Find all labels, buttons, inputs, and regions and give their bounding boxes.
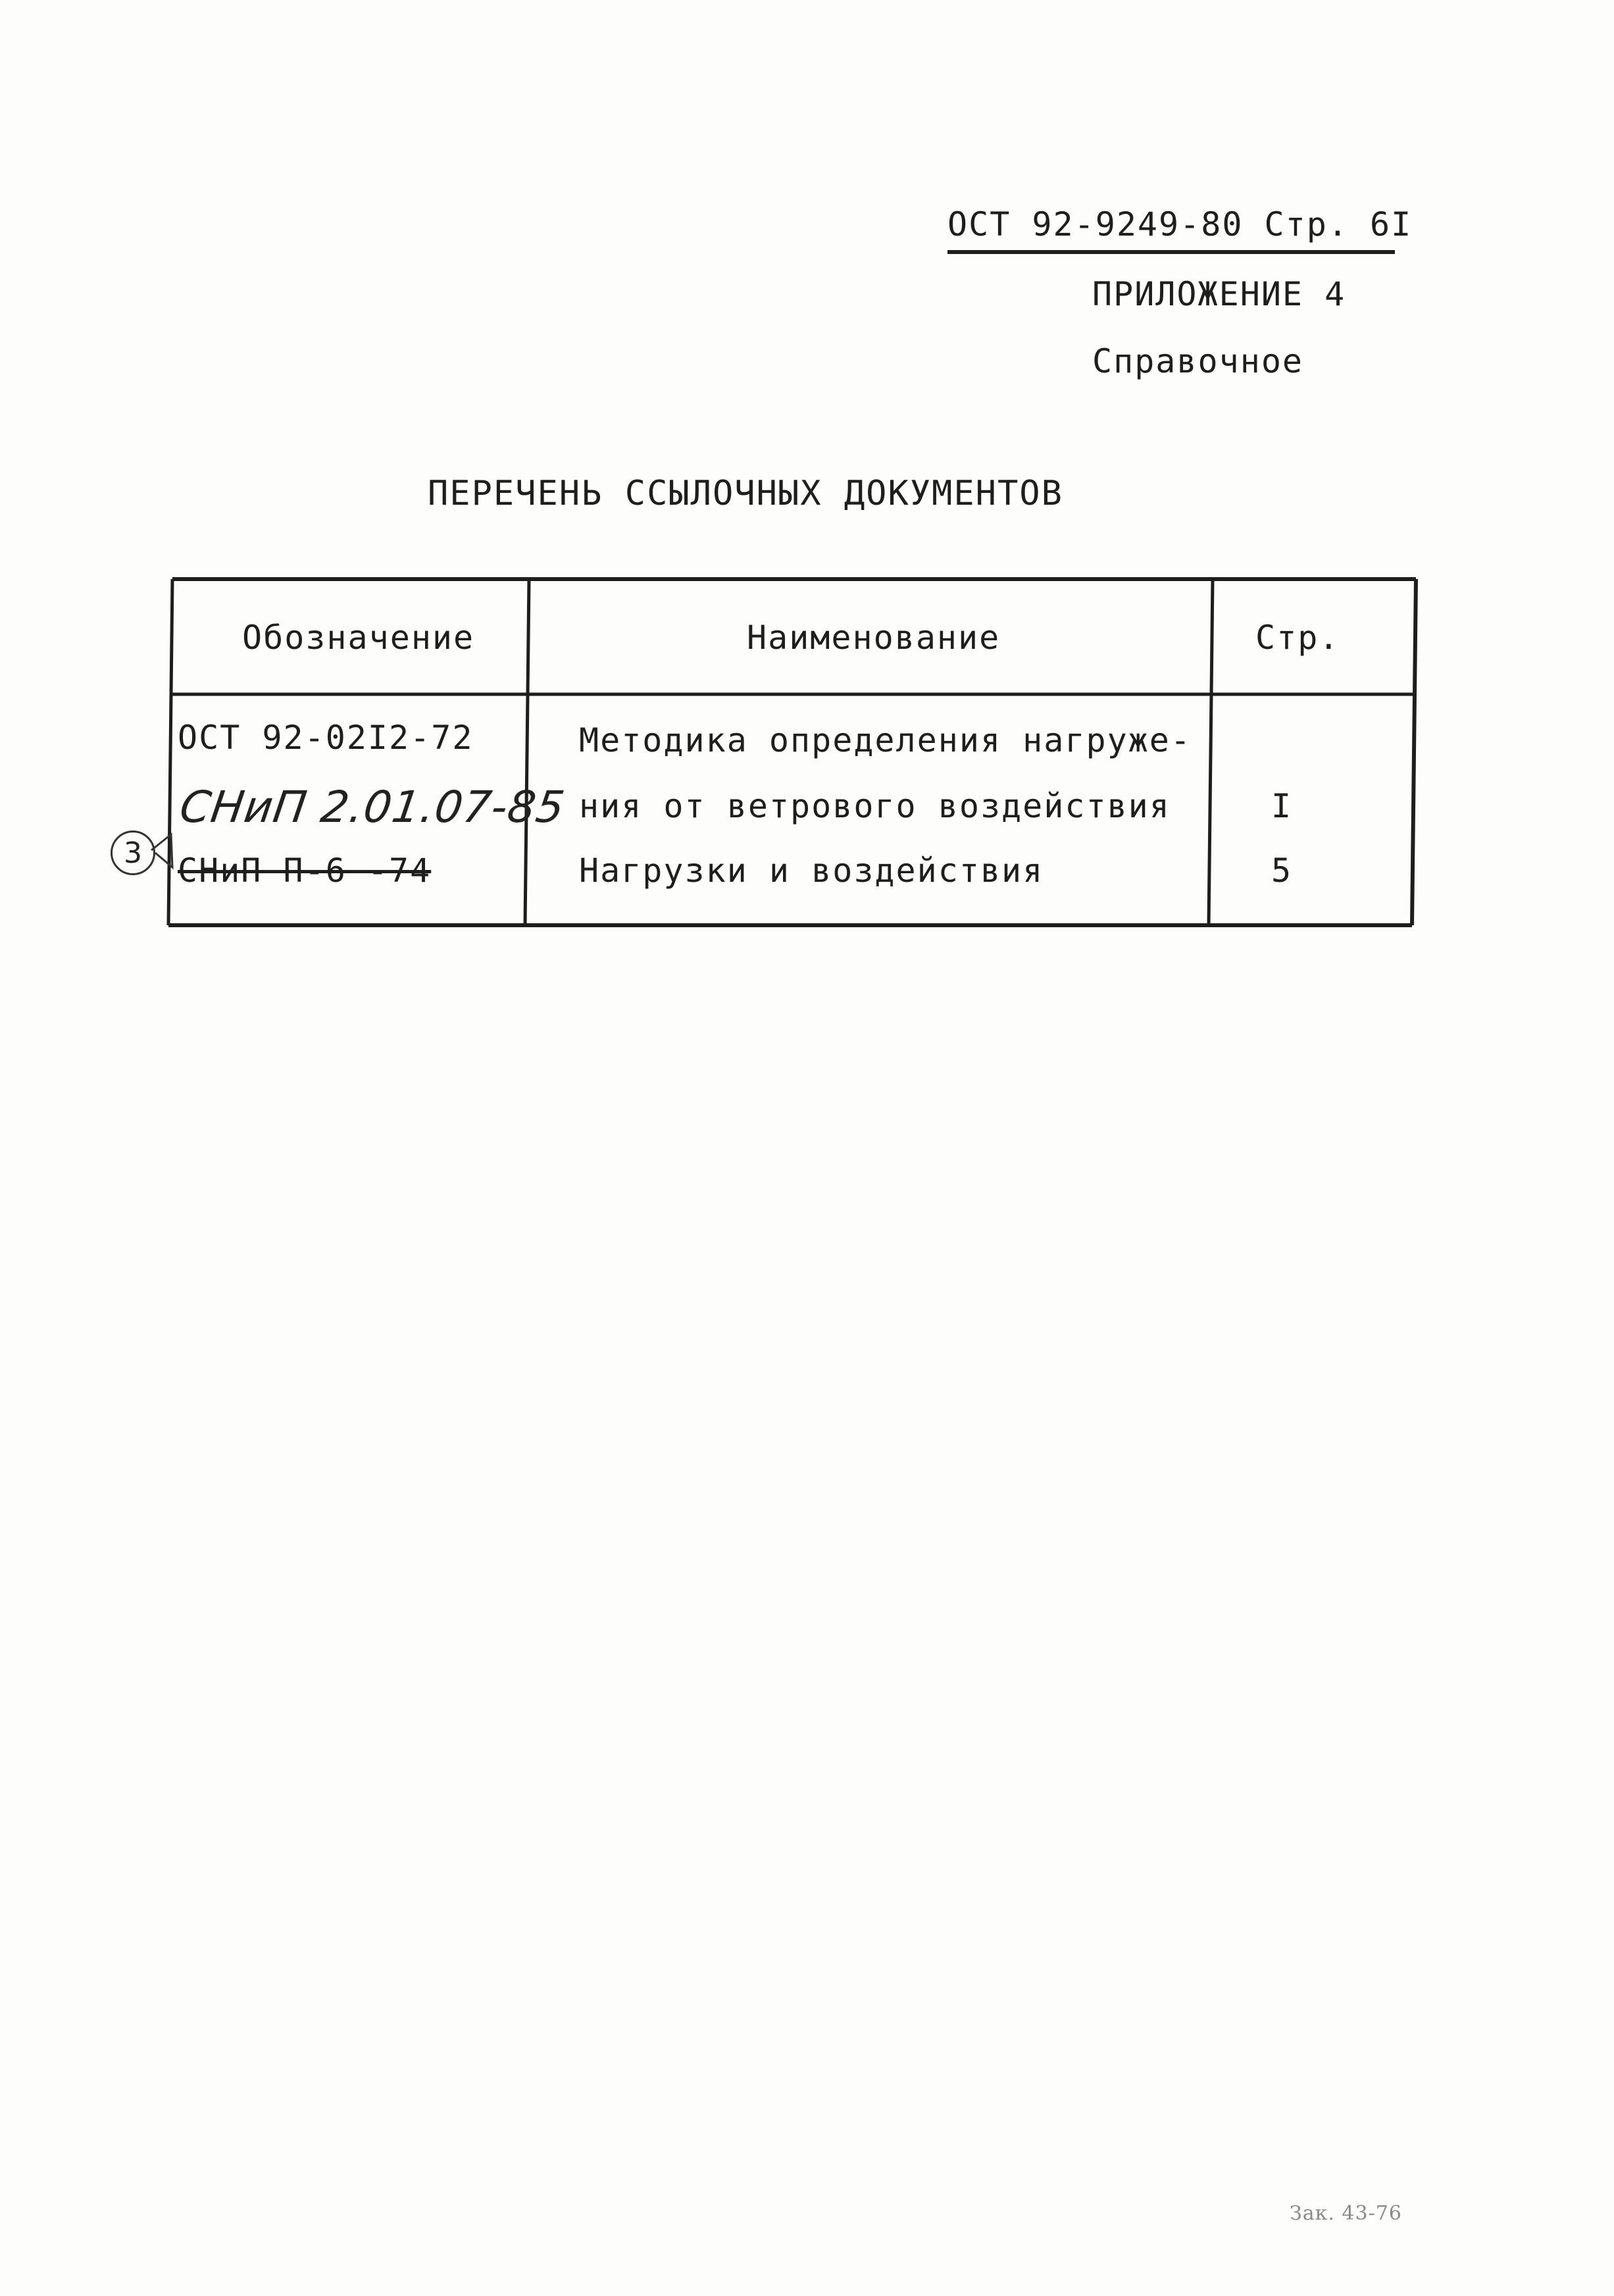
header-underline (947, 250, 1395, 254)
row-1-page: I (1271, 787, 1293, 825)
print-order-mark: Зак. 43-76 (1290, 2202, 1402, 2225)
document-title: ПЕРЕЧЕНЬ ССЫЛОЧНЫХ ДОКУМЕНТОВ (428, 474, 1063, 513)
row-1-name-line-2: ния от ветрового воздействия (579, 787, 1171, 825)
table-left-border (168, 579, 172, 925)
column-header-page: Стр. (1255, 619, 1340, 657)
row-2-name: Нагрузки и воздействия (579, 852, 1044, 890)
table-right-border (1412, 579, 1416, 925)
row-1-name-line-1: Методика определения нагруже- (579, 721, 1192, 759)
table-column-divider-1 (525, 579, 529, 925)
row-2-designation-handwritten: СНиП 2.01.07-85 (176, 782, 568, 832)
document-code: ОСТ 92-9249-80 Стр. 6I (947, 205, 1413, 243)
column-header-name: Наименование (747, 619, 1001, 657)
row-2-designation-struck: СНиП П-6 -74 (178, 852, 432, 890)
appendix-label: ПРИЛОЖЕНИЕ 4 (1092, 275, 1346, 313)
appendix-type: Справочное (1092, 342, 1304, 380)
revision-mark: 3 (111, 830, 155, 875)
column-header-designation: Обозначение (242, 619, 475, 657)
table-column-divider-2 (1209, 579, 1213, 925)
row-2-page: 5 (1271, 852, 1293, 890)
row-1-designation: ОСТ 92-02I2-72 (178, 719, 474, 757)
